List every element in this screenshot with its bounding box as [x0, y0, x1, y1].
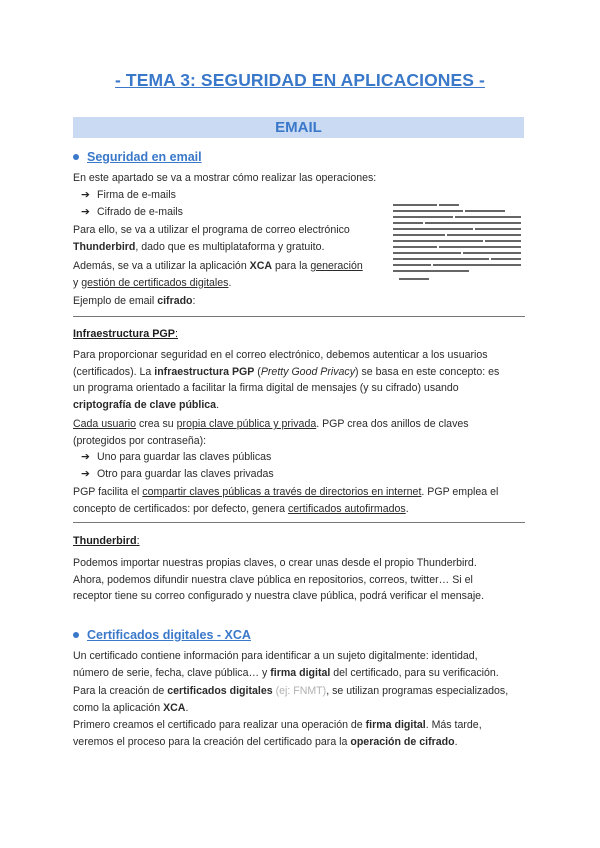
arrow-icon: ➔ — [81, 189, 90, 201]
intro-text: En este apartado se va a mostrar cómo realizar las operaciones: — [73, 172, 377, 184]
section-heading-seguridad-email: Seguridad en email — [73, 150, 202, 164]
paragraph-creacion-certificados: Para la creación de certificados digitales (ej: FNMT), se utilizan programas especializados, como la aplicación XCA. — [73, 685, 509, 714]
arrow-icon: ➔ — [81, 468, 90, 480]
paragraph-pgp-directories: PGP facilita el compartir claves públicas a través de directorios en internet. PGP emplea el concepto de certificados: por defecto, genera certificados autofirmados. — [73, 486, 499, 515]
example-label: Ejemplo de email cifrado: — [73, 295, 196, 307]
encrypted-email-image — [389, 200, 529, 286]
bullet-icon — [73, 154, 79, 160]
list-item: ➔ Otro para guardar las claves privadas — [81, 468, 274, 480]
divider — [73, 522, 525, 523]
arrow-icon: ➔ — [81, 451, 90, 463]
section-heading-certificados: Certificados digitales - XCA — [73, 628, 251, 642]
divider — [73, 316, 525, 317]
paragraph-pgp: Para proporcionar seguridad en el correo electrónico, debemos autenticar a los usuarios (certificados). La infraestructura PGP (Pretty Good Privacy) se basa en este concepto: es un programa orientado a facilitar la firma digital de mensajes (y su cifrado) usando criptografía de clave pública. — [73, 349, 500, 411]
subheading-pgp: Infraestructura PGP: — [73, 328, 179, 340]
paragraph-proceso: Primero creamos el certificado para realizar una operación de firma digital. Más tarde, veremos el proceso para la creación del certificado para la operación de cifrado. — [73, 719, 482, 748]
bullet-icon — [73, 632, 79, 638]
list-item: ➔ Uno para guardar las claves públicas — [81, 451, 272, 463]
paragraph-xca-intro: Además, se va a utilizar la aplicación XCA para la generación y gestión de certificados digitales. — [73, 260, 363, 289]
subheading-thunderbird: Thunderbird: — [73, 535, 140, 547]
section-band-email: EMAIL — [73, 117, 524, 138]
paragraph-pgp-keys: Cada usuario crea su propia clave pública y privada. PGP crea dos anillos de claves (protegidos por contraseña): — [73, 418, 469, 447]
paragraph-thunderbird-intro: Para ello, se va a utilizar el programa de correo electrónico Thunderbird, dado que es multiplataforma y gratuito. — [73, 224, 350, 253]
list-item: ➔ Cifrado de e-mails — [81, 206, 183, 218]
paragraph-thunderbird: Podemos importar nuestras propias claves, o crear unas desde el propio Thunderbird. Ahora, podemos difundir nuestra clave pública en repositorios, correos, twitter… Si el receptor tiene su correo configurado y nuestra clave pública, podrá verificar el mensaje. — [73, 557, 485, 602]
page-title: - TEMA 3: SEGURIDAD EN APLICACIONES - — [115, 70, 485, 90]
paragraph-certificado: Un certificado contiene información para identificar a un sujeto digitalmente: identidad, número de serie, fecha, clave pública… y firma digital del certificado, para su verificación. — [73, 650, 499, 679]
arrow-icon: ➔ — [81, 206, 90, 218]
list-item: ➔ Firma de e-mails — [81, 189, 176, 201]
